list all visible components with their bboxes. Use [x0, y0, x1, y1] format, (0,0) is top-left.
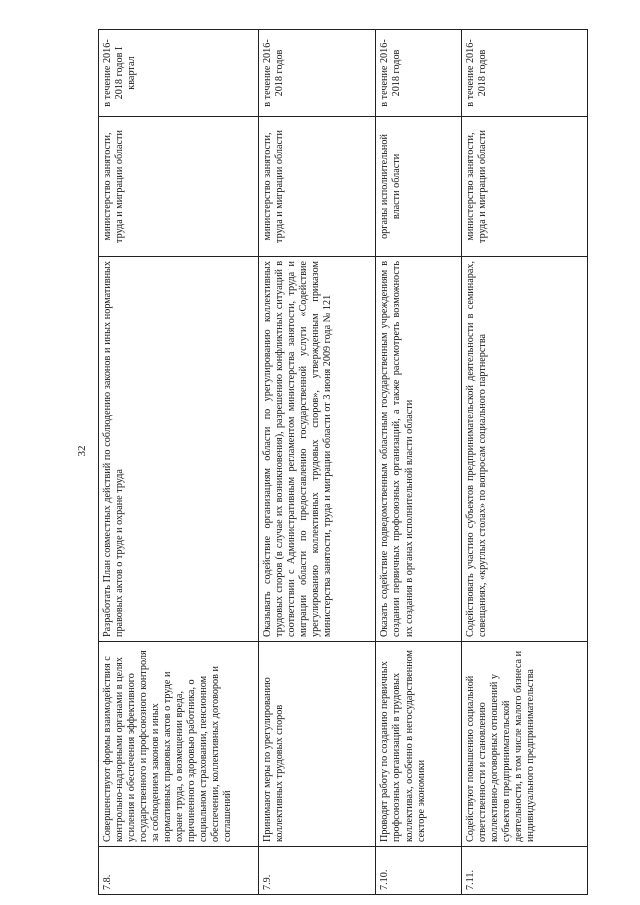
obligation-cell: Совершенствуют формы взаимодействия с контрольно-надзорными органами в целях усиления и обеспечения эффективного государственного и профсоюзного контроля за соблюдением законов и иных нормативных правовых актов о труде и охране труда, о возмещении вреда, причиненного здоровью работника, о социальном страховании, пенсионном обеспечении, коллективных договоров и соглашений — [99, 642, 259, 847]
page-number: 32 — [76, 445, 88, 457]
responsible-cell: министерство занятости, труда и миграции области — [461, 117, 588, 257]
item-number: 7.9. — [259, 847, 376, 895]
responsible-cell: министерство занятости, труда и миграции области — [259, 117, 376, 257]
deadline-cell: в течение 2016-2018 годов — [461, 30, 588, 117]
obligation-cell: Содействуют повышению социальной ответственности и становлению коллективно-договорных отношений у субъектов предпринимательской деятельности, в том числе малого бизнеса и индивидуального предпринимательства — [461, 642, 588, 847]
plan-table — [98, 29, 588, 895]
table-row — [259, 30, 376, 895]
deadline-cell: в течение 2016-2018 годов I квартал — [99, 30, 259, 117]
item-number: 7.11. — [461, 847, 588, 895]
obligation-cell: Проводят работу по созданию первичных профсоюзных организаций в трудовых коллективах, особенно в негосударственном секторе экономики — [376, 642, 461, 847]
responsible-cell: органы исполнительной власти области — [376, 117, 461, 257]
table-row — [461, 30, 588, 895]
plan-table-sheet — [98, 30, 588, 895]
action-cell: Оказывать содействие организациям области по урегулированию коллективных трудовых споров (в случае их возникновения), разрешению конфликтных ситуаций в соответствии с Административным регламентом министерства занятости, труда и миграции области по предоставлению государственной услуги «Содействие урегулированию коллективных трудовых споров», утвержденным приказом министерства занятости, труда и миграции области от 3 июня 2009 года № 121 — [259, 257, 376, 642]
action-cell: Содействовать участию субъектов предпринимательской деятельности в семинарах, совещаниях, «круглых столах» по вопросам социального партнерства — [461, 257, 588, 642]
action-cell: Оказать содействие подведомственным областным государственным учреждениям в создании первичных профсоюзных организаций, а также рассмотреть возможность их создания в органах исполнительной власти области — [376, 257, 461, 642]
table-row — [99, 30, 259, 895]
obligation-cell: Принимают меры по урегулированию коллективных трудовых споров — [259, 642, 376, 847]
responsible-cell: министерство занятости, труда и миграции области — [99, 117, 259, 257]
item-number: 7.10. — [376, 847, 461, 895]
item-number: 7.8. — [99, 847, 259, 895]
table-row — [376, 30, 461, 895]
deadline-cell: в течение 2016-2018 годов — [376, 30, 461, 117]
action-cell: Разработать План совместных действий по соблюдению законов и иных нормативных правовых актов о труде и охране труда — [99, 257, 259, 642]
deadline-cell: в течение 2016-2018 годов — [259, 30, 376, 117]
